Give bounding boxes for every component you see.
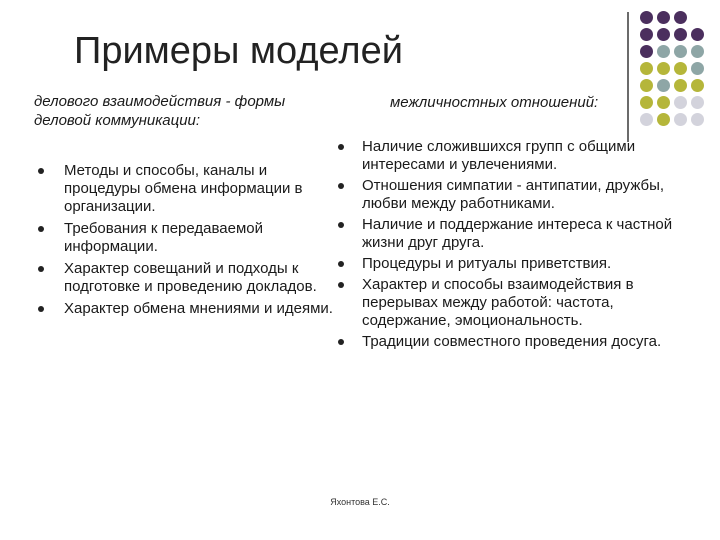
decorative-dot — [657, 62, 670, 75]
decorative-dot — [691, 79, 704, 92]
decorative-dot — [657, 79, 670, 92]
list-item — [362, 177, 682, 213]
decorative-dot — [657, 28, 670, 41]
bullet-icon — [338, 144, 344, 150]
decorative-dot — [640, 11, 653, 24]
bullet-icon — [338, 339, 344, 345]
decorative-dot — [691, 45, 704, 58]
list-item — [64, 260, 344, 296]
slide-title: Примеры моделей — [74, 30, 403, 72]
list-item — [64, 300, 344, 318]
list-item — [362, 216, 682, 252]
decorative-dot — [674, 79, 687, 92]
bullet-icon — [38, 266, 44, 272]
decorative-dot — [640, 79, 653, 92]
list-item — [64, 220, 344, 256]
decorative-dot — [691, 62, 704, 75]
decorative-vertical-line — [627, 12, 629, 142]
list-item-text: Методы и способы, каналы и процедуры обмена информации в организации. — [64, 162, 303, 215]
decorative-dot — [674, 11, 687, 24]
list-item-text: Характер обмена мнениями и идеями. — [64, 300, 333, 317]
decorative-dot — [657, 113, 670, 126]
list-item-text: Наличие сложившихся групп с общими интересами и увлечениями. — [362, 138, 636, 173]
decorative-dot-grid — [640, 11, 704, 126]
list-item-text: Характер совещаний и подходы к подготовке и проведению докладов. — [64, 260, 317, 295]
bullet-icon — [38, 306, 44, 312]
decorative-dot — [674, 113, 687, 126]
decorative-dot — [674, 62, 687, 75]
decorative-dot — [640, 96, 653, 109]
decorative-dot — [657, 45, 670, 58]
decorative-dot — [657, 96, 670, 109]
bullet-icon — [338, 222, 344, 228]
decorative-dot — [674, 45, 687, 58]
decorative-dot — [640, 28, 653, 41]
decorative-dot — [691, 28, 704, 41]
list-item — [362, 138, 682, 174]
list-item-text: Требования к передаваемой информации. — [64, 220, 264, 255]
bullet-icon — [38, 168, 44, 174]
bullet-icon — [38, 226, 44, 232]
list-item — [64, 162, 344, 216]
list-item-text: Традиции совместного проведения досуга. — [362, 333, 662, 350]
decorative-dot — [657, 11, 670, 24]
decorative-dot — [691, 96, 704, 109]
list-item-text: Наличие и поддержание интереса к частной жизни друг друга. — [362, 216, 673, 251]
list-item — [362, 276, 682, 330]
decorative-dot — [674, 96, 687, 109]
decorative-dot — [691, 11, 704, 24]
list-item — [362, 333, 682, 351]
list-item-text: Характер и способы взаимодействия в перерывах между работой: частота, содержание, эмоциональность. — [362, 276, 634, 329]
list-item-text: Процедуры и ритуалы приветствия. — [362, 255, 612, 272]
subtitle-business-models: делового взаимодействия - формы деловой коммуникации: — [34, 93, 286, 129]
list-item-text: Отношения симпатии - антипатии, дружбы, любви между работниками. — [362, 177, 665, 212]
decorative-dot — [640, 113, 653, 126]
decorative-dot — [674, 28, 687, 41]
decorative-dot — [640, 45, 653, 58]
author-footer: Яхонтова Е.С. — [330, 497, 390, 507]
bullet-icon — [338, 282, 344, 288]
decorative-dot — [691, 113, 704, 126]
bullet-icon — [338, 183, 344, 189]
business-interaction-list — [64, 162, 344, 322]
bullet-icon — [338, 261, 344, 267]
subtitle-interpersonal-models: межличностных отношений: — [390, 94, 599, 111]
interpersonal-relations-list — [362, 138, 682, 354]
decorative-dot — [640, 62, 653, 75]
list-item — [362, 255, 682, 273]
